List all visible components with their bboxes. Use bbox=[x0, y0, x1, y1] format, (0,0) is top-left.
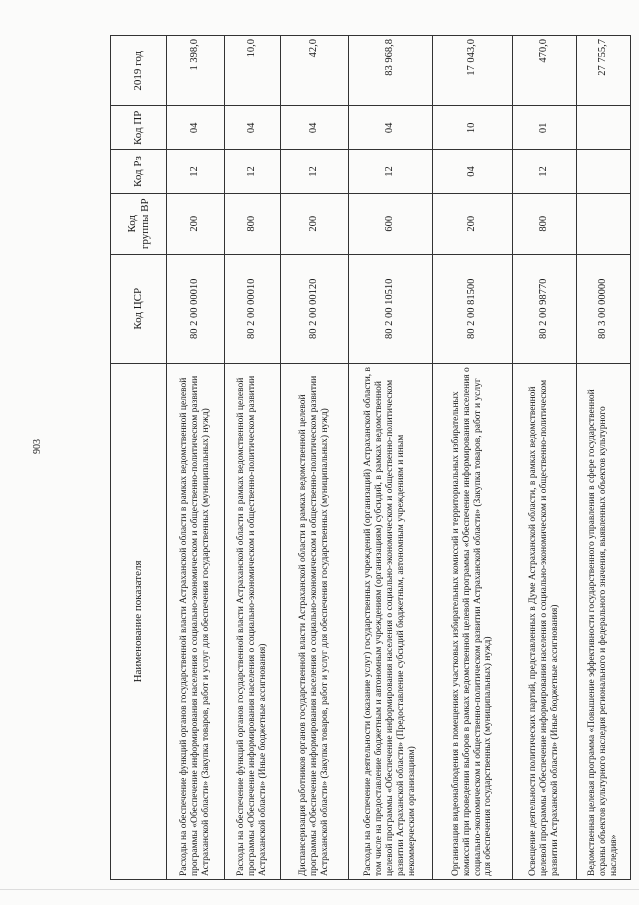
row-name: Диспансеризация работников органов государственной власти Астраханской области в рамках ведомственной целевой программы «Обеспечение информирования населения о социально-экономическом и общественно-политическом развитии Астраханской области» (Закупка товаров, работ и услуг для обеспечения государственных (муниципальных) нужд) bbox=[281, 363, 349, 879]
header-vr: Код группы ВР bbox=[111, 193, 167, 254]
row-vr: 800 bbox=[513, 193, 577, 254]
rotated-table-wrapper bbox=[110, 35, 630, 880]
row-rz: 12 bbox=[281, 150, 349, 194]
row-csr: 80 3 00 00000 bbox=[577, 254, 631, 363]
page-number: 903 bbox=[32, 439, 43, 454]
header-rz: Код Рз bbox=[111, 150, 167, 194]
row-year: 27 755,7 bbox=[577, 36, 631, 106]
table-row bbox=[281, 36, 349, 880]
row-vr: 800 bbox=[225, 193, 281, 254]
row-csr: 80 2 00 00010 bbox=[225, 254, 281, 363]
row-rz: 04 bbox=[433, 150, 513, 194]
row-vr: 200 bbox=[167, 193, 225, 254]
row-pr: 01 bbox=[513, 106, 577, 150]
table-row bbox=[513, 36, 577, 880]
row-csr: 80 2 00 81500 bbox=[433, 254, 513, 363]
row-csr: 80 2 00 10510 bbox=[349, 254, 433, 363]
table-header-row bbox=[111, 36, 167, 880]
table-row bbox=[167, 36, 225, 880]
row-vr: 600 bbox=[349, 193, 433, 254]
row-csr: 80 2 00 00010 bbox=[167, 254, 225, 363]
row-vr: 200 bbox=[281, 193, 349, 254]
row-name: Расходы на обеспечение деятельности (оказание услуг) государственных учреждений (организаций) Астраханской области, в том числе на предоставление бюджетным и автономным учреждениям (организациям) субсидий, в рамках ведомственной целевой программы «Обеспечение информирования населения о социально-экономическом и общественно-политическом развитии Астраханской области» (Предоставление субсидий бюджетным, автономным учреждениям и иным некоммерческим организациям) bbox=[349, 363, 433, 879]
row-rz: 12 bbox=[225, 150, 281, 194]
row-rz bbox=[577, 150, 631, 194]
row-pr: 04 bbox=[167, 106, 225, 150]
header-year: 2019 год bbox=[111, 36, 167, 106]
row-year: 83 968,8 bbox=[349, 36, 433, 106]
row-year: 470,0 bbox=[513, 36, 577, 106]
budget-table bbox=[110, 35, 631, 880]
row-year: 1 398,0 bbox=[167, 36, 225, 106]
row-name: Организация видеонаблюдения в помещениях участковых избирательных комиссий и территориальных избирательных комиссий при проведении выборов в рамках ведомственной целевой программы «Обеспечение информирования населения о социально-экономическом и общественно-политическом развитии Астраханской области» (Закупка товаров, работ и услуг для обеспечения государственных (муниципальных) нужд) bbox=[433, 363, 513, 879]
row-pr: 10 bbox=[433, 106, 513, 150]
row-pr: 04 bbox=[349, 106, 433, 150]
row-rz: 12 bbox=[167, 150, 225, 194]
header-name: Наименование показателя bbox=[111, 363, 167, 879]
row-name: Расходы на обеспечение функций органов государственной власти Астраханской области в рамках ведомственной целевой программы «Обеспечение информирования населения о социально-экономическом и общественно-политическом развитии Астраханской области» (Иные бюджетные ассигнования) bbox=[225, 363, 281, 879]
scan-edge-line bbox=[0, 889, 639, 890]
row-name: Ведомственная целевая программа «Повышение эффективности государственного управления в сфере государственной охраны объектов культурного наследия регионального и федерального значения, выявленных объектов культурного наследия» bbox=[577, 363, 631, 879]
row-name: Расходы на обеспечение функций органов государственной власти Астраханской области в рамках ведомственной целевой программы «Обеспечение информирования населения о социально-экономическом и общественно-политическом развитии Астраханской области» (Закупка товаров, работ и услуг для обеспечения государственных (муниципальных) нужд) bbox=[167, 363, 225, 879]
row-rz: 12 bbox=[349, 150, 433, 194]
header-pr: Код ПР bbox=[111, 106, 167, 150]
row-year: 10,0 bbox=[225, 36, 281, 106]
row-rz: 12 bbox=[513, 150, 577, 194]
table-row bbox=[349, 36, 433, 880]
row-pr bbox=[577, 106, 631, 150]
table-row bbox=[433, 36, 513, 880]
row-vr: 200 bbox=[433, 193, 513, 254]
row-csr: 80 2 00 00120 bbox=[281, 254, 349, 363]
row-vr bbox=[577, 193, 631, 254]
header-csr: Код ЦСР bbox=[111, 254, 167, 363]
row-csr: 80 2 00 98770 bbox=[513, 254, 577, 363]
row-year: 42,0 bbox=[281, 36, 349, 106]
row-pr: 04 bbox=[225, 106, 281, 150]
row-pr: 04 bbox=[281, 106, 349, 150]
row-year: 17 043,0 bbox=[433, 36, 513, 106]
table-row bbox=[577, 36, 631, 880]
table-row bbox=[225, 36, 281, 880]
row-name: Освещение деятельности политических партий, представленных в Думе Астраханской области, в рамках ведомственной целевой программы «Обеспечение информирования населения о социально-экономическом и общественно-политическом развитии Астраханской области» (Иные бюджетные ассигнования) bbox=[513, 363, 577, 879]
